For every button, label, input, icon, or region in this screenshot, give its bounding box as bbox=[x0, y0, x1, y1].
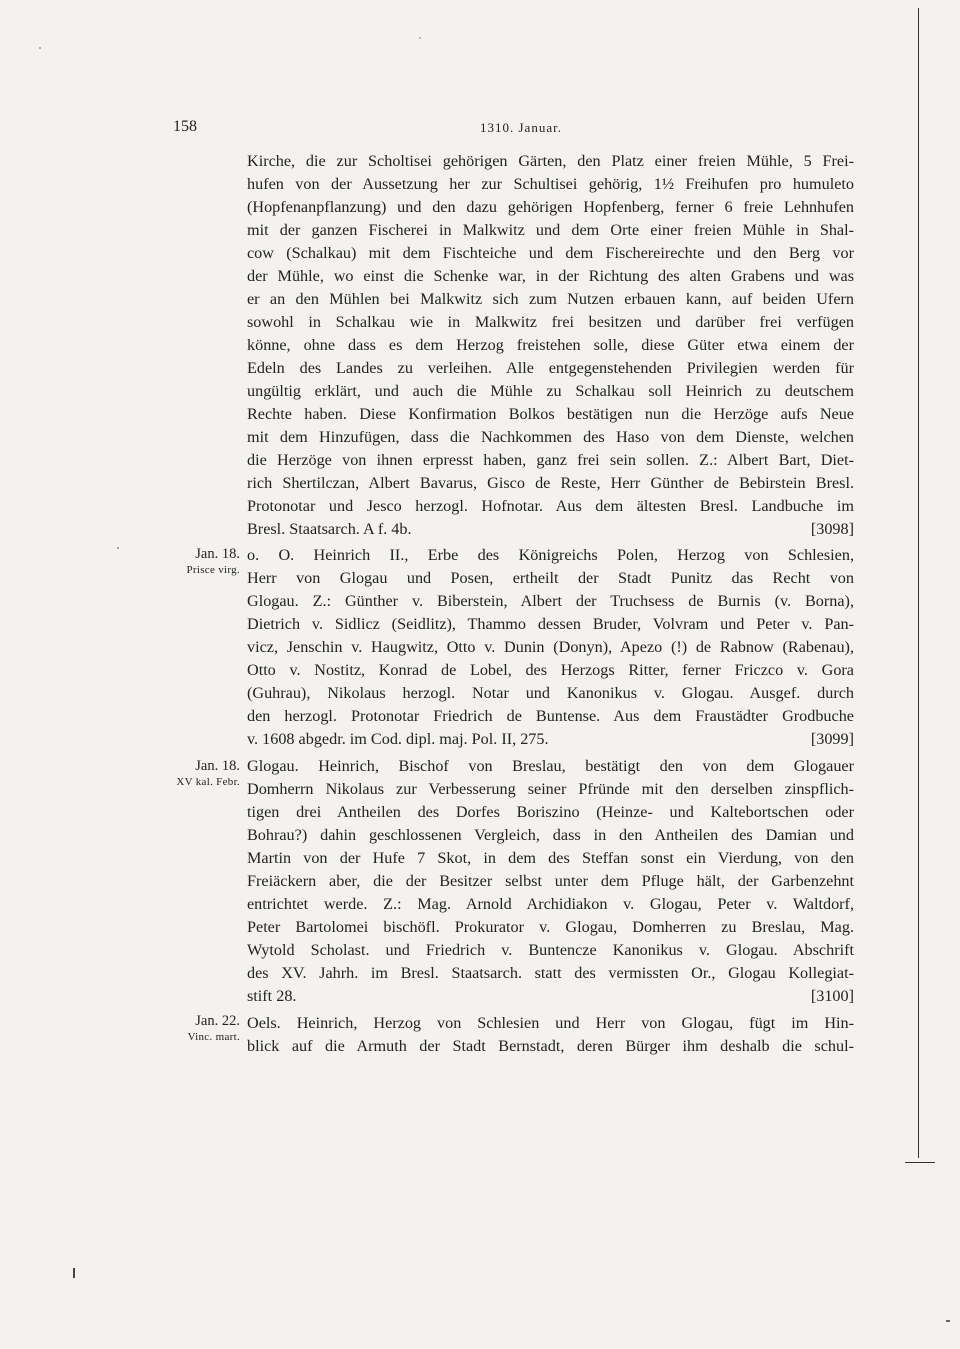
text-line: mit der ganzen Fischerei in Malkwitz und dem Orte einer freien Mühle in Shal- bbox=[247, 221, 854, 239]
text-line: cow (Schalkau) mit dem Fischteiche und dem Fischereirechte und den Berg vor bbox=[247, 244, 854, 262]
text-line: Edeln des Landes zu verleihen. Alle entgegenstehenden Privilegien werden für bbox=[247, 359, 854, 377]
margin-date-3100 bbox=[160, 758, 240, 790]
entry-final-line bbox=[247, 985, 854, 1008]
text-line: Otto v. Nostitz, Konrad de Lobel, des Herzogs Ritter, ferner Friczco v. Gora bbox=[247, 661, 854, 679]
margin-date-3099 bbox=[160, 546, 240, 578]
text-line: Rechte haben. Diese Konfirmation Bolkos bestätigen nun die Herzöge aufs Neue bbox=[247, 405, 854, 423]
entry-final-line bbox=[247, 518, 854, 541]
running-head: 1310. Januar. bbox=[480, 120, 562, 135]
text-line: ungültig erklärt, und auch die Mühle zu Schalkau soll Heinrich zu deutschem bbox=[247, 382, 854, 400]
text-line: Wytold Scholast. und Friedrich v. Buntencze Kanonikus v. Glogau. Abschrift bbox=[247, 941, 854, 959]
entry-number: [3098] bbox=[810, 520, 854, 538]
text-line: Protonotar und Jesco herzogl. Hofnotar. Aus dem ältesten Bresl. Landbuche im bbox=[247, 497, 854, 515]
page-number: 158 bbox=[173, 118, 197, 135]
entry-number: [3099] bbox=[810, 730, 854, 748]
text-line: rich Shertilczan, Albert Bavarus, Gisco de Reste, Herr Günther de Bebirstein Bresl. bbox=[247, 474, 854, 492]
text-line: Dietrich v. Sidlicz (Seidlitz), Thammo dessen Bruder, Volvram und Peter v. Pan- bbox=[247, 615, 854, 633]
entry-date: Jan. 18. bbox=[195, 758, 240, 774]
text-line: mit dem Hinzufügen, dass die Nachkommen des Haso von dem Dienste, welchen bbox=[247, 428, 854, 446]
text-line: tigen drei Antheilen des Dorfes Boriszino (Heinze- und Kaltebortschen oder bbox=[247, 803, 854, 821]
entry-date: Jan. 22. bbox=[195, 1013, 240, 1029]
text-line: Glogau. Heinrich, Bischof von Breslau, bestätigt den von dem Glogauer bbox=[247, 757, 854, 775]
feast-day: Vinc. mart. bbox=[187, 1031, 240, 1043]
text-line: könne, ohne dass es dem Herzog freistehen solle, diese Güter etwa einem der bbox=[247, 336, 854, 354]
text-line: Herr von Glogau und Posen, ertheilt der Stadt Punitz das Recht von bbox=[247, 569, 854, 587]
text-line: des XV. Jahrh. im Bresl. Staatsarch. statt des vermissten Or., Glogau Kollegiat- bbox=[247, 964, 854, 982]
source-citation: stift 28. bbox=[247, 987, 297, 1005]
feast-day: XV kal. Febr. bbox=[176, 776, 240, 788]
text-line: o. O. Heinrich II., Erbe des Königreichs Polen, Herzog von Schlesien, bbox=[247, 546, 854, 564]
source-citation: v. 1608 abgedr. im Cod. dipl. maj. Pol. II, 275. bbox=[247, 730, 549, 748]
text-line: Martin von der Hufe 7 Skot, in dem des Steffan sonst ein Vierdung, von den bbox=[247, 849, 854, 867]
feast-day: Prisce virg. bbox=[186, 564, 240, 576]
text-line: der Mühle, wo einst die Schenke war, in der Richtung des alten Grabens und was bbox=[247, 267, 854, 285]
text-line: entrichtet werde. Z.: Mag. Arnold Archidiakon v. Glogau, Peter v. Waltdorf, bbox=[247, 895, 854, 913]
text-line: Oels. Heinrich, Herzog von Schlesien und Herr von Glogau, fügt im Hin- bbox=[247, 1014, 854, 1032]
text-line: die Herzöge von ihnen erpresst haben, ganz frei sein sollen. Z.: Albert Bart, Diet- bbox=[247, 451, 854, 469]
text-line: Freiäckern aber, die der Besitzer selbst unter dem Pfluge hält, der Garbenzehnt bbox=[247, 872, 854, 890]
text-line: den herzogl. Protonotar Friedrich de Buntense. Aus dem Fraustädter Grodbuche bbox=[247, 707, 854, 725]
text-line: (Guhrau), Nikolaus herzogl. Notar und Kanonikus v. Glogau. Ausgef. durch bbox=[247, 684, 854, 702]
text-line: vicz, Jenschin v. Haugwitz, Otto v. Dunin (Donyn), Apezo (!) de Rabnow (Rabenau), bbox=[247, 638, 854, 656]
text-line: sowohl in Schalkau wie in Malkwitz frei besitzen und darüber frei verfügen bbox=[247, 313, 854, 331]
text-line: blick auf die Armuth der Stadt Bernstadt, deren Bürger ihm deshalb die schul- bbox=[247, 1037, 854, 1055]
scan-edge-rule bbox=[918, 8, 919, 1158]
source-citation: Bresl. Staatsarch. A f. 4b. bbox=[247, 520, 412, 538]
text-line: er an den Mühlen bei Malkwitz sich zum Nutzen erbauen kann, auf beiden Ufern bbox=[247, 290, 854, 308]
page-header bbox=[0, 118, 960, 142]
margin-date-3101 bbox=[160, 1013, 240, 1045]
text-line: Peter Bartolomei bischöfl. Prokurator v. Glogau, Domherren zu Breslau, Mag. bbox=[247, 918, 854, 936]
text-line: Domherrn Nikolaus zur Verbesserung seiner Pfründe mit den derselben zinspflich- bbox=[247, 780, 854, 798]
entry-number: [3100] bbox=[810, 987, 854, 1005]
text-line: Kirche, die zur Scholtisei gehörigen Gärten, den Platz einer freien Mühle, 5 Frei- bbox=[247, 152, 854, 170]
entry-date: Jan. 18. bbox=[195, 546, 240, 562]
text-line: Glogau. Z.: Günther v. Biberstein, Albert der Truchsess de Burnis (v. Borna), bbox=[247, 592, 854, 610]
text-line: (Hopfenanpflanzung) und den dazu gehörigen Hopfenberg, ferner 6 freie Lehnhufen bbox=[247, 198, 854, 216]
text-line: hufen von der Aussetzung her zur Schultisei gehörig, 1½ Freihufen pro humuleto bbox=[247, 175, 854, 193]
scan-edge-tick bbox=[905, 1162, 935, 1163]
text-line: Bohrau?) dahin geschlossenen Vergleich, dass in den Antheilen des Damian und bbox=[247, 826, 854, 844]
entry-final-line bbox=[247, 728, 854, 751]
